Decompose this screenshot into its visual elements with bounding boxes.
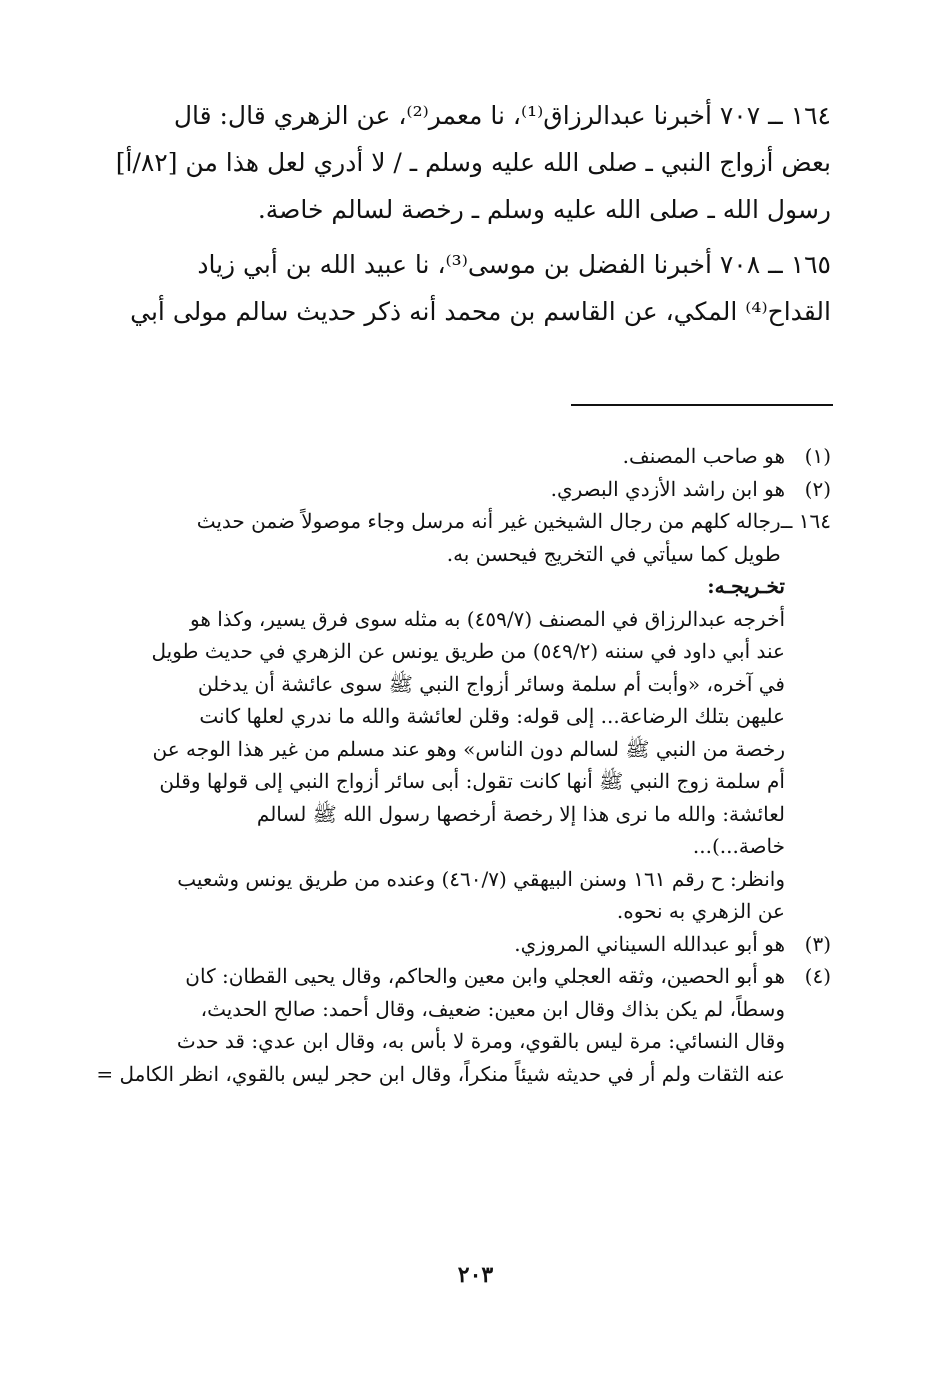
page-number: ٢٠٣: [457, 1262, 494, 1288]
footnote-number: (٣): [804, 931, 831, 956]
footnote-number: ١٦٤ ــ: [780, 509, 831, 533]
text-line: عليهن بتلك الرضاعة... إلى قوله: وقلن لعائشة والله ما ندري لعلها كانت: [199, 704, 785, 728]
text-line: رخصة من النبي ﷺ لسالم دون الناس» وهو عند مسلم من غير هذا الوجه عن: [152, 736, 785, 761]
text-line: وانظر: ح رقم ١٦١ وسنن البيهقي (٤٦٠/٧) وعنده من طريق يونس وشعيب: [177, 866, 785, 891]
text-line: خاصة...)...: [692, 834, 785, 858]
text-line: لعائشة: والله ما نرى هذا إلا رخصة أرخصها رسول الله ﷺ لسالم: [256, 801, 785, 826]
footnote-text: هو ابن راشد الأزدي البصري.: [550, 476, 785, 501]
footnotes: [96, 440, 831, 1090]
footnote-text: [96, 960, 785, 1090]
footnote-number: (٤): [804, 964, 831, 988]
text-line: طويل كما سيأتي في التخريج فيحسن به.: [446, 541, 781, 566]
text-line: وسطاً، لم يكن بذاك وقال ابن معين: ضعيف، وقال أحمد: صالح الحديث،: [200, 996, 785, 1021]
footnote-2: [119, 473, 831, 506]
text-line: ١٦٤ ــ ٧٠٧ أخبرنا عبدالرزاق⁽¹⁾، نا معمر⁽²⁾، عن الزهري قال: قال: [173, 101, 831, 130]
text-line: أم سلمة زوج النبي ﷺ أنها كانت تقول: أبى سائر أزواج النبي إلى قولها وقلن: [159, 769, 785, 793]
footnote-1: [119, 440, 831, 473]
footnote-number: (١): [804, 444, 831, 468]
footnote-text: هو أبو عبدالله السيناني المروزي.: [514, 931, 785, 956]
footnote-text: [119, 505, 781, 570]
main-text: [115, 92, 831, 343]
footnote-text: هو صاحب المصنف.: [622, 444, 785, 468]
text-line: عن الزهري به نحوه.: [616, 899, 785, 923]
takhrij-heading: تخـريجـه:: [707, 574, 785, 598]
text-line: ١٦٥ ــ ٧٠٨ أخبرنا الفضل بن موسى⁽³⁾، نا عبيد الله بن أبي زياد: [197, 250, 831, 279]
text-line: في آخره، «وأبت أم سلمة وسائر أزواج النبي ﷺ سوى عائشة أن يدخلن: [197, 671, 785, 696]
footnote-number: (٢): [804, 476, 831, 501]
footnote-separator: [571, 404, 833, 406]
text-line: القداح⁽⁴⁾ المكي، عن القاسم بن محمد أنه ذكر حديث سالم مولى أبي: [130, 297, 831, 326]
footnote-4: [96, 960, 831, 1090]
hadith-164: [115, 92, 831, 233]
footnote-164: [119, 505, 831, 570]
footnote-3: [119, 928, 831, 961]
hadith-165: [121, 241, 831, 335]
text-line: بعض أزواج النبي ـ صلى الله عليه وسلم ـ / لا أدري لعل هذا من [٨٢/أ]: [115, 148, 831, 177]
text-line: أخرجه عبدالرزاق في المصنف (٤٥٩/٧) به مثله سوى فرق يسير، وكذا هو: [190, 606, 785, 631]
text-line: رسول الله ـ صلى الله عليه وسلم ـ رخصة لسالم خاصة.: [257, 195, 831, 224]
text-line: هو أبو الحصين، وثقه العجلي وابن معين والحاكم، وقال يحيى القطان: كان: [185, 964, 785, 988]
text-line: عند أبي داود في سننه (٥٤٩/٢) من طريق يونس عن الزهري في حديث طويل: [151, 639, 785, 663]
text-line: عنه الثقات ولم أر في حديثه شيئاً منكراً، وقال ابن حجر ليس بالقوي، انظر الكامل =: [96, 1061, 785, 1086]
takhrij-section: [119, 570, 785, 928]
text-line: رجاله كلهم من رجال الشيخين غير أنه مرسل وجاء موصولاً ضمن حديث: [196, 509, 781, 533]
text-line: وقال النسائي: مرة ليس بالقوي، ومرة لا بأس به، وقال ابن عدي: قد حدث: [176, 1029, 785, 1053]
